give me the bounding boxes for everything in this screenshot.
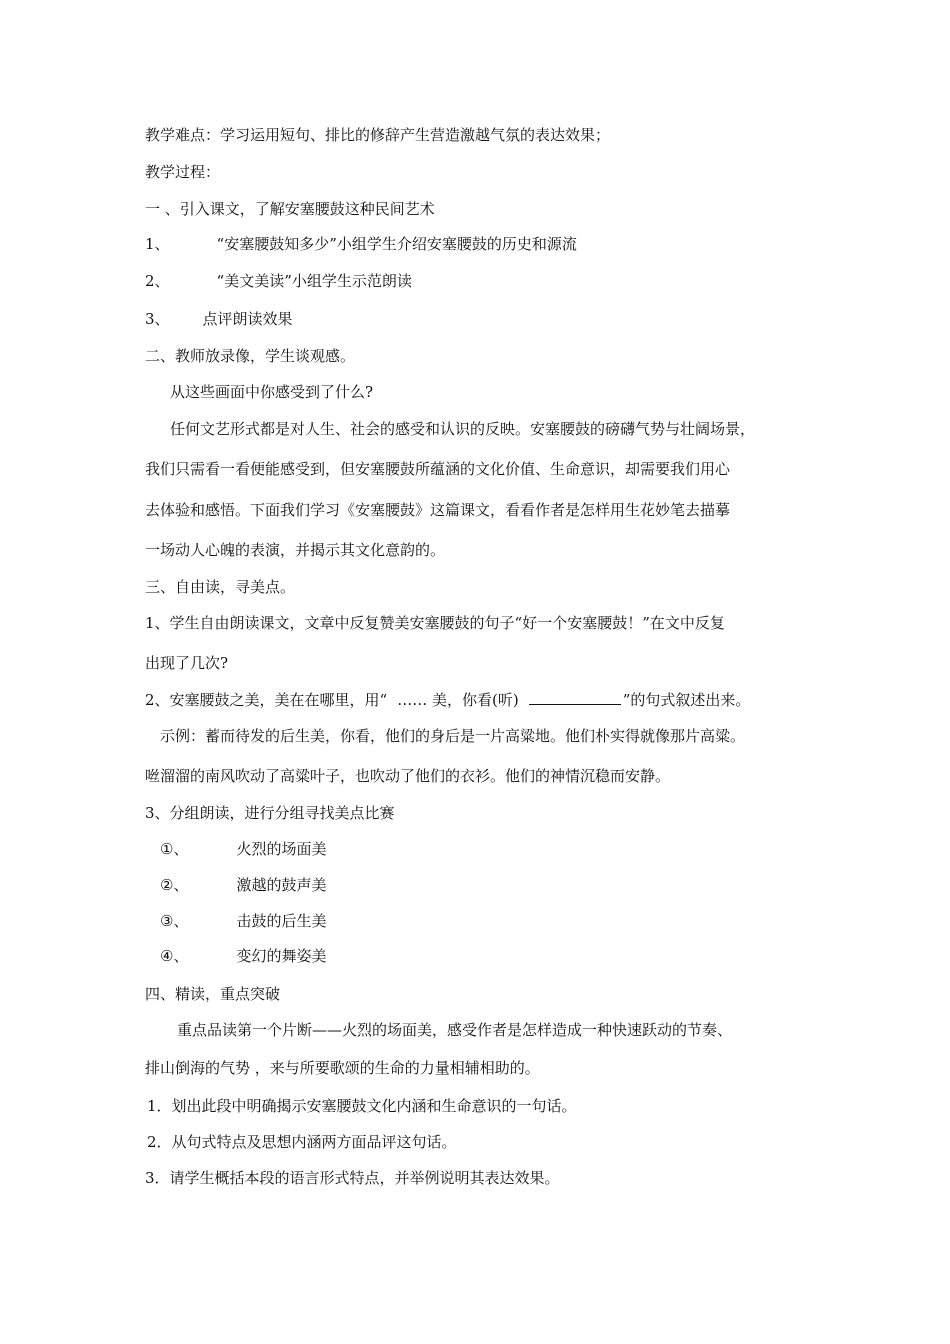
section-1-item — [145, 234, 577, 254]
paragraph-line: 一场动人心魄的表演，并揭示其文化意韵的。 — [145, 541, 446, 559]
item-2-text-start: 2、安塞腰鼓之美，美在在哪里，用“ — [145, 691, 388, 709]
teaching-difficulty: 教学难点：学习运用短句、排比的修辞产生营造激越气氛的表达效果； — [145, 126, 611, 144]
section-3-item-1-line-2: 出现了几次? — [145, 654, 229, 672]
item-2-text-middle: …… 美，你看(听) — [397, 691, 519, 709]
paragraph-line: 我们只需看一看便能感受到，但安塞腰鼓所蕴涵的文化价值、生命意识，却需要我们用心 — [145, 460, 731, 478]
section-1-item — [145, 271, 412, 291]
item-2-text-end: ”的句式叙述出来。 — [622, 691, 751, 709]
section-2-question: 从这些画面中你感受到了什么? — [170, 383, 374, 401]
sub-item — [160, 946, 326, 966]
section-1-title: 一 、引入课文，了解安塞腰鼓这种民间艺术 — [145, 200, 435, 218]
teaching-process-title: 教学过程： — [145, 163, 221, 181]
section-3-title: 三、自由读，寻美点。 — [145, 578, 296, 596]
section-3-item-3: 3、分组朗读，进行分组寻找美点比赛 — [145, 804, 395, 822]
section-3-item-2 — [145, 690, 750, 710]
item-number: 2、 — [145, 272, 170, 290]
sub-item-number: ④、 — [160, 947, 189, 965]
section-4-title: 四、精读，重点突破 — [145, 985, 281, 1003]
fill-in-blank — [529, 690, 621, 705]
paragraph-line: 任何文艺形式都是对人生、社会的感受和认识的反映。安塞腰鼓的磅礴气势与壮阔场景， — [170, 420, 756, 438]
item-text: “安塞腰鼓知多少”小组学生介绍安塞腰鼓的历史和源流 — [216, 235, 577, 253]
sub-item-text: 击鼓的后生美 — [236, 912, 327, 930]
section-4-item: 2．从句式特点及思想内涵两方面品评这句话。 — [147, 1133, 457, 1151]
paragraph-line: 排山倒海的气势 ，来与所要歌颂的生命的力量相辅相助的。 — [145, 1059, 540, 1077]
item-text: 点评朗读效果 — [202, 310, 293, 328]
sub-item-number: ①、 — [160, 840, 189, 858]
sub-item — [160, 875, 326, 895]
sub-item — [160, 911, 326, 931]
sub-item-text: 激越的鼓声美 — [236, 876, 327, 894]
section-1-item — [145, 309, 293, 329]
section-3-item-1-line-1: 1、学生自由朗读课文，文章中反复赞美安塞腰鼓的句子“好一个安塞腰鼓！”在文中反复 — [145, 614, 725, 632]
sub-item-text: 火烈的场面美 — [236, 840, 327, 858]
sub-item-number: ②、 — [160, 876, 189, 894]
sub-item-number: ③、 — [160, 912, 189, 930]
item-text: “美文美读”小组学生示范朗读 — [216, 272, 412, 290]
paragraph-line: 去体验和感悟。下面我们学习《安塞腰鼓》这篇课文，看看作者是怎样用生花妙笔去描摹 — [145, 501, 731, 519]
section-2-title: 二、教师放录像，学生谈观感。 — [145, 347, 356, 365]
sub-item-text: 变幻的舞姿美 — [236, 947, 327, 965]
sub-item — [160, 839, 326, 859]
item-number: 1、 — [145, 235, 170, 253]
example-line-1: 示例：蓄而待发的后生美，你看，他们的身后是一片高粱地。他们朴实得就像那片高粱。 — [160, 727, 746, 745]
paragraph-line: 重点品读第一个片断——火烈的场面美，感受作者是怎样造成一种快速跃动的节奏、 — [177, 1021, 733, 1039]
section-4-item: 1．划出此段中明确揭示安塞腰鼓文化内涵和生命意识的一句话。 — [147, 1097, 577, 1115]
example-line-2: 咝溜溜的南风吹动了高粱叶子，也吹动了他们的衣衫。他们的神情沉稳而安静。 — [145, 767, 671, 785]
section-4-item: 3．请学生概括本段的语言形式特点，并举例说明其表达效果。 — [145, 1169, 560, 1187]
item-number: 3、 — [145, 310, 170, 328]
